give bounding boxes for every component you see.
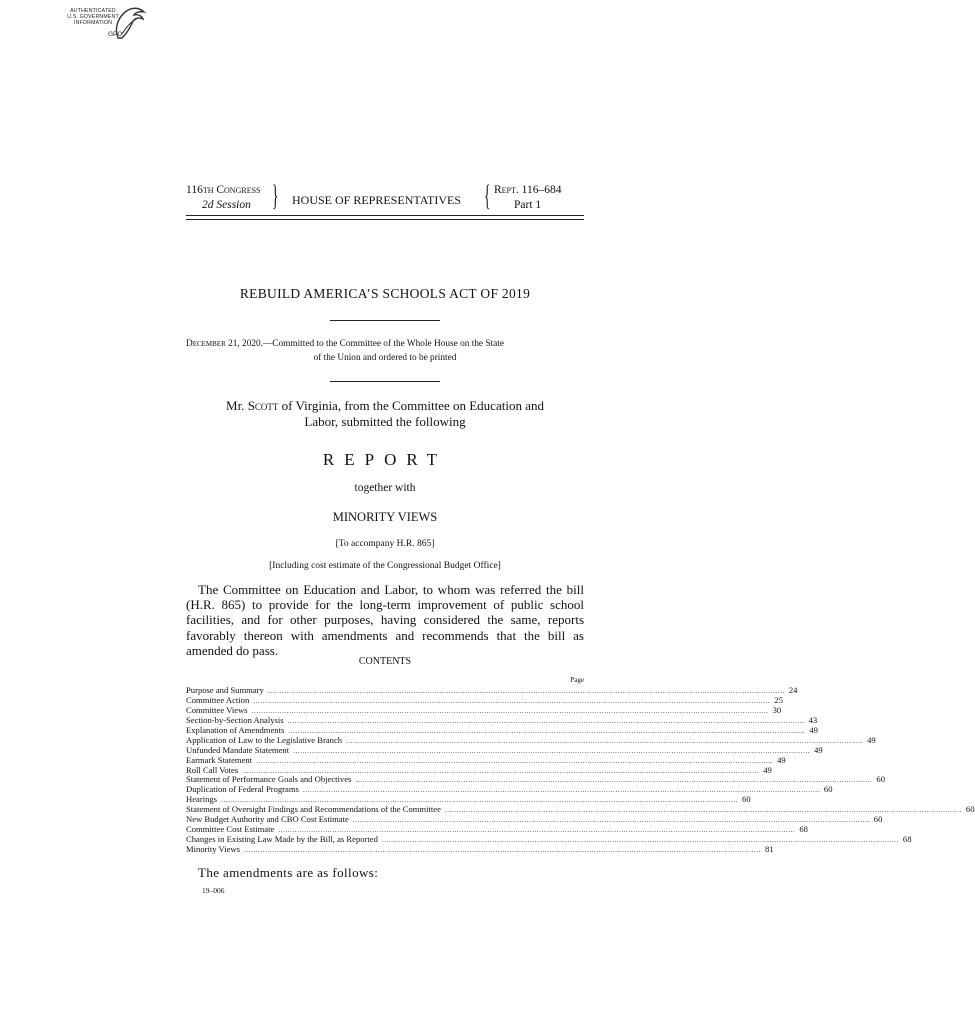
seal-line-2: U.S. GOVERNMENT — [67, 14, 119, 20]
toc-entry-page: 60 — [873, 814, 883, 825]
toc-leader-dots: ............................................................................................................................................................................................................................ — [251, 706, 769, 715]
together-with: together with — [354, 482, 416, 494]
toc-entry-page: 49 — [777, 754, 786, 765]
report-part: Part 1 — [514, 199, 542, 211]
left-brace-icon: { — [484, 179, 491, 212]
amendments-intro: The amendments are as follows: — [198, 865, 379, 880]
committed-statement — [186, 337, 584, 365]
toc-entry-page: 60 — [823, 784, 833, 795]
report-number-block — [494, 183, 594, 213]
toc-entry-title: Purpose and Summary — [186, 685, 264, 695]
toc-entry-page: 81 — [765, 844, 774, 854]
report-heading: REPORT — [322, 450, 448, 469]
toc-leader-dots: ............................................................................................................................................................................................................................ — [346, 736, 864, 745]
toc-entry-page: 60 — [876, 774, 885, 785]
toc-entry-title: Statement of Performance Goals and Objectives — [186, 774, 352, 785]
congress-number: 116th Congress — [186, 184, 261, 196]
title-divider — [330, 320, 440, 321]
toc-entry-title: Committee Action — [186, 694, 250, 705]
toc-entry-page: 30 — [772, 704, 782, 715]
eagle-icon — [112, 4, 148, 44]
committee-recommendation: The Committee on Education and Labor, to whom was referred the bill (H.R. 865) to provide for the long-term improvement of public school facilities, and for other purposes, having considered the same, reports favorably thereon with amendments and recommends that the bill as amended do pass. — [186, 582, 584, 658]
toc-leader-dots: ............................................................................................................................................................................................................................ — [244, 846, 761, 854]
toc-entry-page: 25 — [774, 694, 783, 705]
toc-entry-title: Hearings — [186, 794, 218, 805]
toc-leader-dots: ............................................................................................................................................................................................................................ — [253, 696, 771, 705]
toc-leader-dots: ............................................................................................................................................................................................................................ — [381, 836, 899, 845]
toc-entry-title: New Budget Authority and CBO Cost Estimate — [186, 814, 349, 825]
toc-leader-dots: ............................................................................................................................................................................................................................ — [242, 766, 760, 775]
page-column-label: Page — [570, 676, 584, 684]
intro-line-2: Labor, submitted the following — [304, 414, 466, 429]
toc-entry-title: Duplication of Federal Programs — [186, 784, 299, 795]
accompany-bill: [To accompany H.R. 865] — [335, 539, 435, 549]
toc-leader-dots: ............................................................................................................................................................................................................................ — [267, 687, 785, 695]
toc-leader-dots: ............................................................................................................................................................................................................................ — [288, 726, 806, 735]
toc-entry — [186, 844, 774, 855]
toc-entry-page: 24 — [788, 685, 798, 695]
gpo-authentication-seal — [60, 4, 150, 50]
intro-suffix: of Virginia, from the Committee on Education and — [278, 398, 544, 413]
chamber-name: HOUSE OF REPRESENTATIVES — [292, 193, 462, 207]
toc-entry-page: 49 — [867, 734, 876, 745]
toc-leader-dots: ............................................................................................................................................................................................................................ — [302, 786, 820, 795]
committed-date: December 21, 2020. — [186, 339, 263, 349]
toc-entry — [186, 754, 786, 766]
committed-text: —Committed to the Committee of the Whole House on the State — [262, 339, 504, 349]
seal-line-1: AUTHENTICATED — [70, 8, 116, 14]
toc-leader-dots: ............................................................................................................................................................................................................................ — [256, 756, 774, 765]
toc-entry-page: 49 — [814, 744, 823, 755]
minority-views-heading: MINORITY VIEWS — [332, 510, 438, 524]
date-divider — [330, 381, 440, 382]
report-number: Rept. 116–684 — [494, 184, 562, 196]
toc-leader-dots: ............................................................................................................................................................................................................................ — [444, 806, 962, 815]
toc-entry-title: Minority Views — [186, 844, 240, 854]
toc-entry-title: Section-by-Section Analysis — [186, 714, 284, 725]
toc-entry-page: 43 — [808, 714, 818, 725]
toc-entry — [186, 834, 912, 845]
toc-entry — [186, 784, 833, 795]
toc-entry-title: Unfunded Mandate Statement — [186, 744, 290, 755]
toc-entry-title: Committee Views — [186, 704, 248, 715]
submitter-name: Scott — [247, 398, 279, 413]
toc-leader-dots: ............................................................................................................................................................................................................................ — [221, 796, 739, 805]
toc-entry-page: 49 — [809, 724, 818, 735]
contents-heading: CONTENTS — [358, 656, 412, 667]
toc-leader-dots: ............................................................................................................................................................................................................................ — [355, 776, 873, 785]
toc-entry-title: Committee Cost Estimate — [186, 824, 275, 835]
toc-entry-page: 60 — [965, 804, 975, 815]
toc-entry-page: 60 — [742, 794, 751, 805]
submitter-statement — [186, 398, 584, 430]
toc-entry-title: Application of Law to the Legislative Branch — [186, 734, 343, 745]
toc-entry-page: 68 — [902, 834, 912, 845]
congress-session-block — [186, 179, 279, 213]
header-double-rule — [186, 215, 584, 220]
toc-entry-title: Earmark Statement — [186, 754, 253, 765]
table-of-contents — [186, 685, 975, 855]
toc-leader-dots: ............................................................................................................................................................................................................................ — [278, 826, 796, 835]
toc-leader-dots: ............................................................................................................................................................................................................................ — [287, 716, 805, 725]
toc-entry-title: Roll Call Votes — [186, 764, 239, 775]
cost-estimate-note: [Including cost estimate of the Congressional Budget Office] — [269, 561, 501, 571]
job-number: 19–006 — [202, 886, 225, 895]
toc-entry-title: Changes in Existing Law Made by the Bill, as Reported — [186, 834, 378, 845]
toc-leader-dots: ............................................................................................................................................................................................................................ — [352, 816, 870, 825]
toc-entry-title: Explanation of Amendments — [186, 724, 285, 735]
right-brace-icon: } — [272, 179, 279, 212]
document-title: REBUILD AMERICA’S SCHOOLS ACT OF 2019 — [239, 286, 531, 301]
toc-entry-title: Statement of Oversight Findings and Recommendations of the Committee — [186, 804, 441, 815]
intro-prefix: Mr. — [226, 398, 248, 413]
session-label: 2d Session — [202, 199, 251, 211]
committed-text-continued: of the Union and ordered to be printed — [313, 353, 457, 363]
toc-entry-page: 68 — [799, 824, 808, 835]
toc-leader-dots: ............................................................................................................................................................................................................................ — [293, 746, 811, 755]
seal-line-3: INFORMATION — [73, 20, 113, 26]
seal-gpo-text: GPO — [108, 31, 123, 38]
toc-entry-page: 49 — [763, 764, 772, 775]
